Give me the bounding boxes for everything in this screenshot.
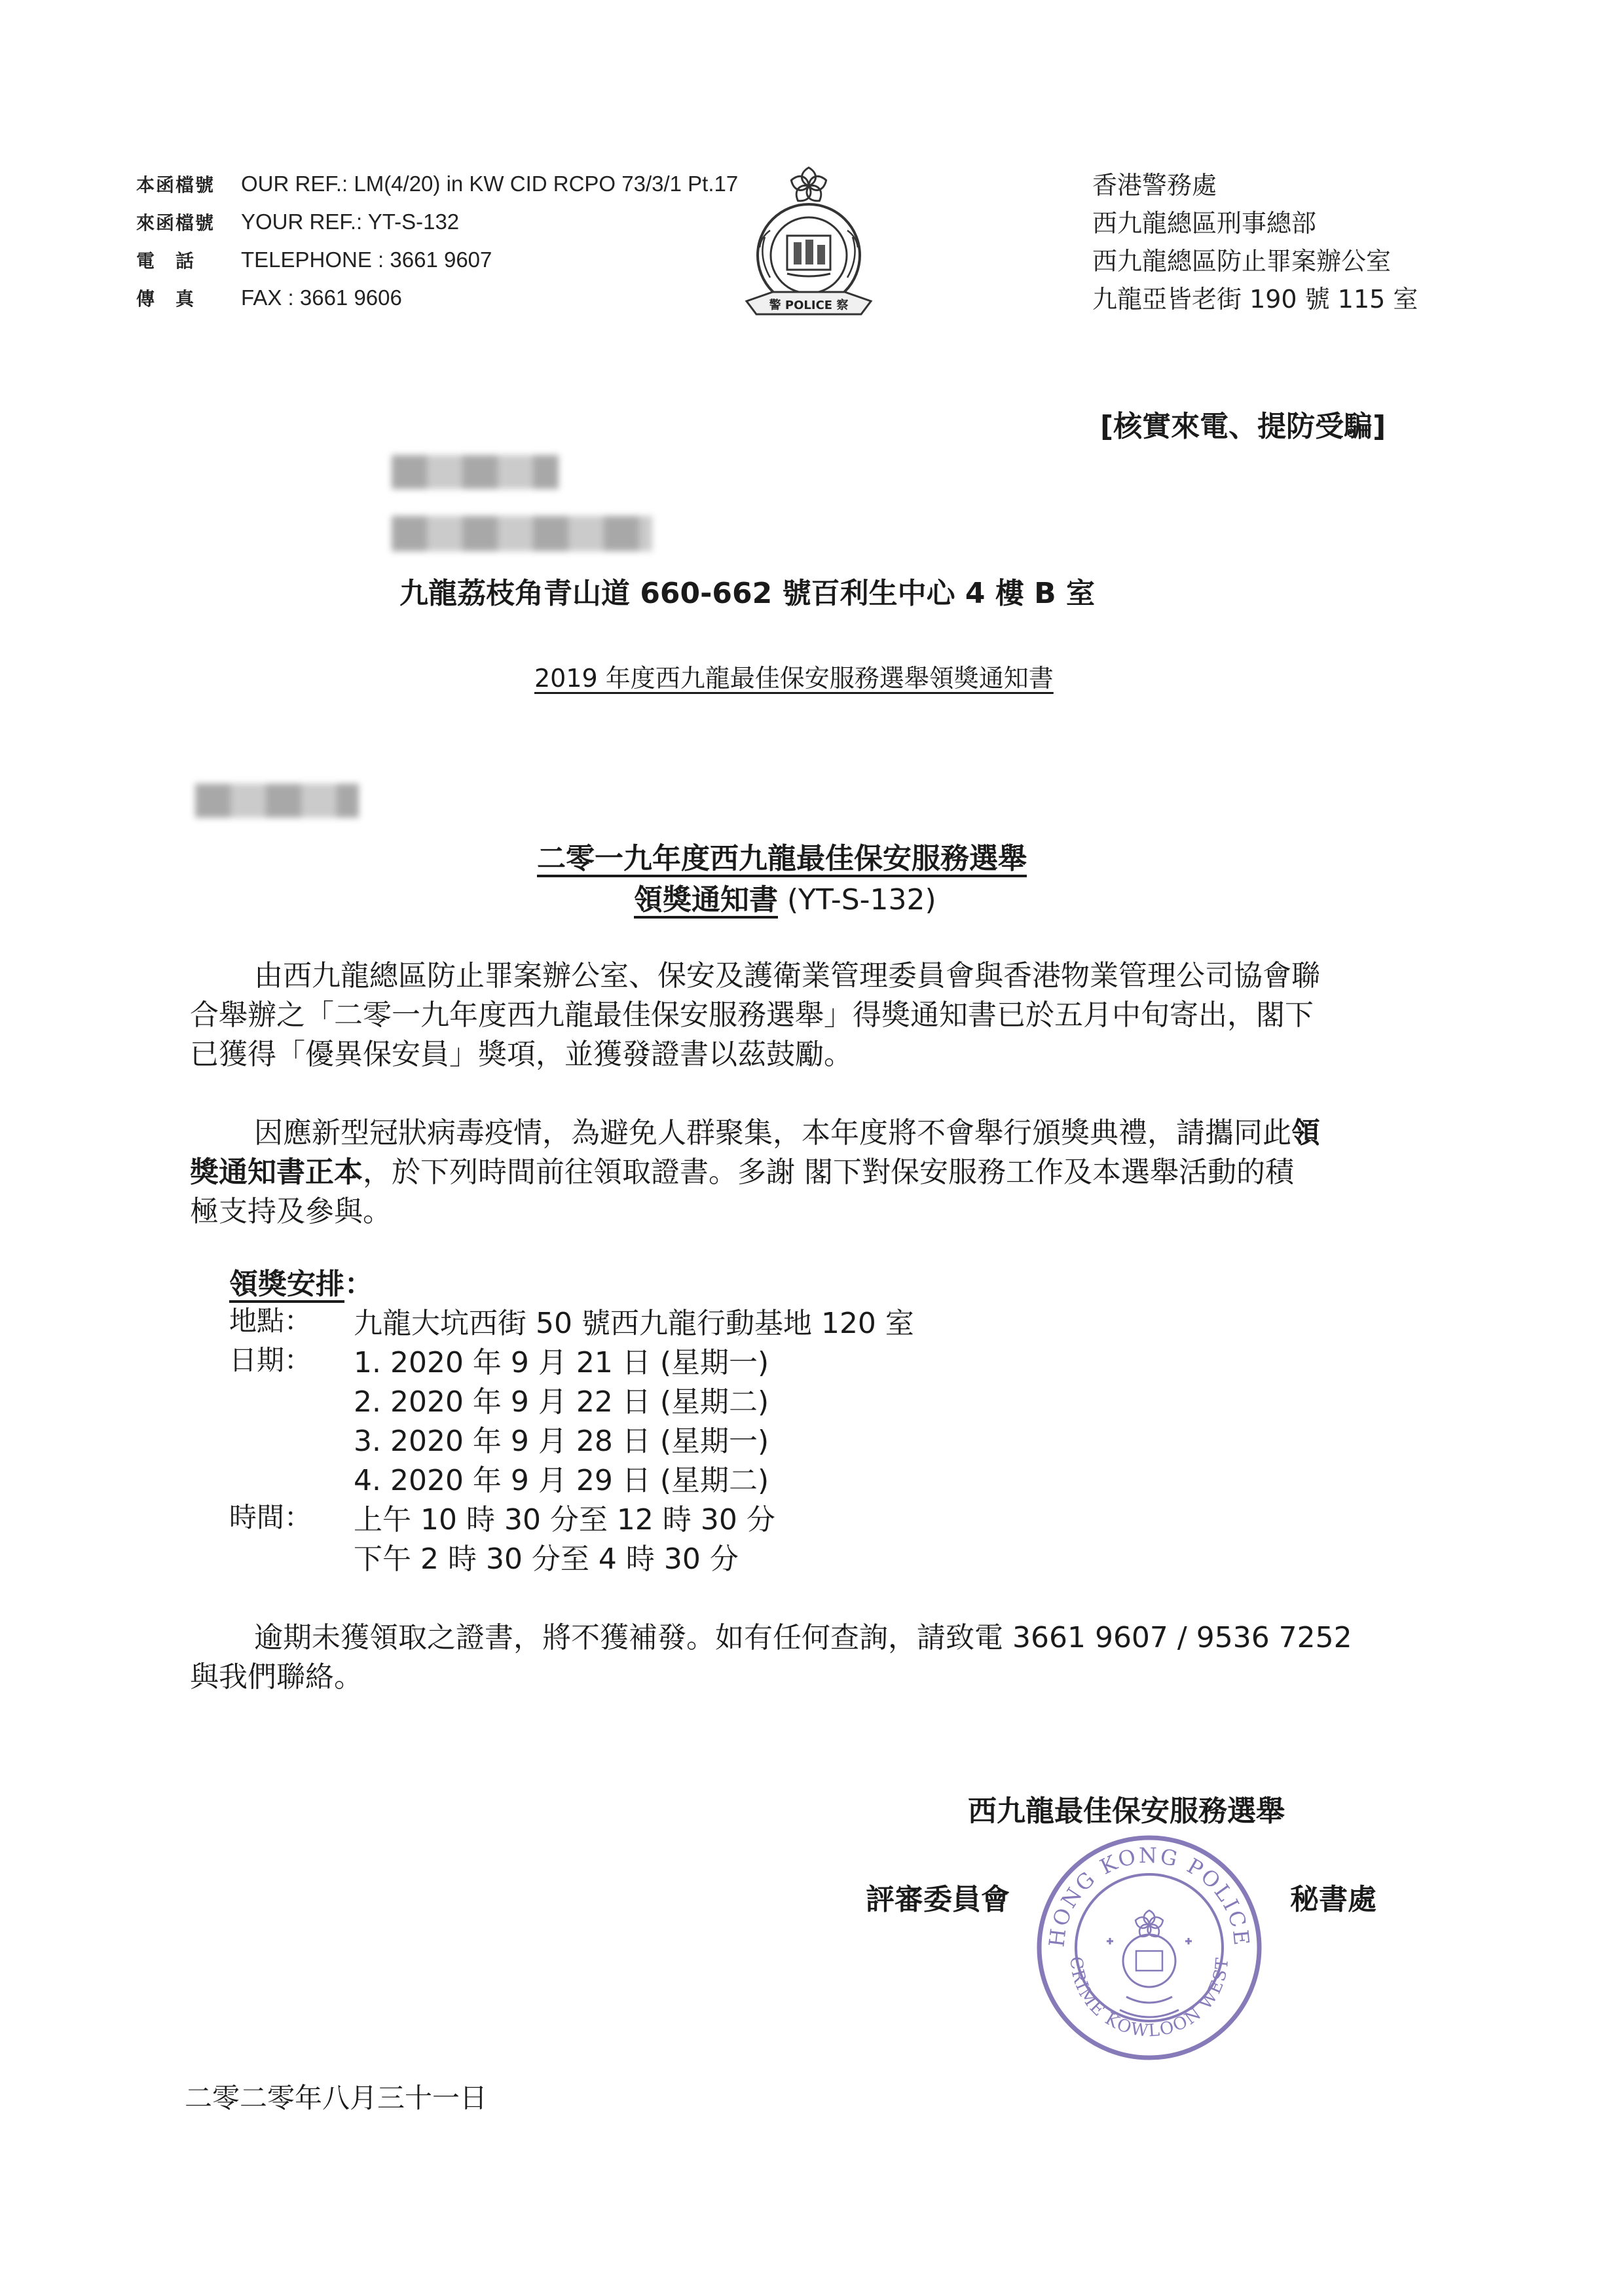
date-item-2: 2. 2020 年 9 月 22 日 (星期二) <box>354 1385 769 1419</box>
para2-line2-text: ，於下列時間前往領取證書。多謝 閣下對保安服務工作及本選舉活動的積 <box>363 1156 1294 1189</box>
letter-date: 二零二零年八月三十一日 <box>185 2082 488 2114</box>
para2-line2 <box>190 1148 1294 1190</box>
para2-line1-text: 因應新型冠狀病毒疫情，為避免人群聚集，本年度將不會舉行頒獎典禮，請攜同此 <box>254 1116 1291 1150</box>
notice-subtitle-bold: 領獎通知書 <box>634 883 778 917</box>
ref-fax-value: FAX : 3661 9606 <box>241 285 402 310</box>
para2-line2-bold: 獎通知書正本 <box>190 1156 363 1189</box>
svg-text:CRIME KOWLOON WEST: CRIME KOWLOON WEST <box>1065 1956 1233 2041</box>
arrangement-heading <box>229 1260 373 1302</box>
arrangement-heading-colon: ： <box>344 1267 373 1301</box>
date-item-1: 1. 2020 年 9 月 21 日 (星期一) <box>354 1346 769 1379</box>
date-item-3: 3. 2020 年 9 月 28 日 (星期一) <box>354 1425 769 1458</box>
para2-line1 <box>254 1109 1320 1151</box>
notice-ref-code: (YT-S-132) <box>778 883 936 917</box>
redacted-recipient-name <box>392 455 559 489</box>
ref-fax <box>136 279 402 317</box>
ref-fax-label: 傳 真 <box>136 288 196 310</box>
address-line-3: 西九龍總區防止罪案辦公室 <box>1092 247 1392 276</box>
notice-subtitle <box>634 876 936 918</box>
redacted-salutation <box>195 784 359 818</box>
para3-line2: 與我們聯絡。 <box>190 1660 363 1694</box>
subject-line: 2019 年度西九龍最佳保安服務選舉領獎通知書 <box>534 664 1054 693</box>
ref-our-value: OUR REF.: LM(4/20) in KW CID RCPO 73/3/1 Pt.17 <box>241 172 739 196</box>
svg-text:HONG KONG POLICE: HONG KONG POLICE <box>1044 1842 1255 1948</box>
redacted-recipient-company <box>392 516 652 551</box>
ref-your-value: YOUR REF.: YT-S-132 <box>241 210 460 234</box>
location-label: 地點： <box>229 1305 312 1337</box>
scam-alert: [核實來電、提防受騙] <box>1100 410 1386 443</box>
time-item-2: 下午 2 時 30 分至 4 時 30 分 <box>354 1542 739 1576</box>
address-line-2: 西九龍總區刑事總部 <box>1092 209 1317 238</box>
ref-your-label: 來函檔號 <box>136 212 215 234</box>
address-line-4: 九龍亞皆老街 190 號 115 室 <box>1092 285 1418 314</box>
para3-line1: 逾期未獲領取之證書，將不獲補發。如有任何查詢，請致電 3661 9607 / 9536 7252 <box>254 1621 1352 1654</box>
address-line-1: 香港警務處 <box>1092 171 1217 200</box>
police-emblem-icon <box>727 158 891 329</box>
date-item-4: 4. 2020 年 9 月 29 日 (星期二) <box>354 1464 769 1497</box>
notice-title: 二零一九年度西九龍最佳保安服務選舉 <box>537 842 1027 875</box>
svg-text:警 POLICE 察: 警 POLICE 察 <box>769 299 849 312</box>
signature-org: 西九龍最佳保安服務選舉 <box>968 1795 1285 1828</box>
recipient-address: 九龍荔枝角青山道 660-662 號百利生中心 4 樓 B 室 <box>399 577 1096 610</box>
ref-our-label: 本函檔號 <box>136 174 215 196</box>
para1-line1: 由西九龍總區防止罪案辦公室、保安及護衛業管理委員會與香港物業管理公司協會聯 <box>254 959 1320 993</box>
ref-our <box>136 165 738 203</box>
signature-secretariat: 秘書處 <box>1290 1883 1376 1916</box>
para1-line2: 合舉辦之「二零一九年度西九龍最佳保安服務選舉」得獎通知書已於五月中旬寄出，閣下 <box>190 998 1314 1032</box>
time-label: 時間： <box>229 1501 312 1533</box>
para2-line3: 極支持及參與。 <box>190 1195 392 1228</box>
time-item-1: 上午 10 時 30 分至 12 時 30 分 <box>354 1503 775 1537</box>
police-seal-stamp <box>1028 1827 1270 2069</box>
ref-telephone-value: TELEPHONE : 3661 9607 <box>241 247 492 272</box>
arrangement-heading-text: 領獎安排 <box>229 1267 344 1301</box>
signature-committee: 評審委員會 <box>866 1883 1010 1916</box>
ref-your <box>136 203 459 241</box>
date-label: 日期： <box>229 1344 312 1376</box>
ref-telephone <box>136 241 492 279</box>
para1-line3: 已獲得「優異保安員」獎項，並獲發證書以茲鼓勵。 <box>190 1038 853 1071</box>
location-value: 九龍大坑西街 50 號西九龍行動基地 120 室 <box>354 1307 914 1340</box>
ref-telephone-label: 電 話 <box>136 250 196 272</box>
para2-line1-bold: 領 <box>1291 1116 1320 1150</box>
